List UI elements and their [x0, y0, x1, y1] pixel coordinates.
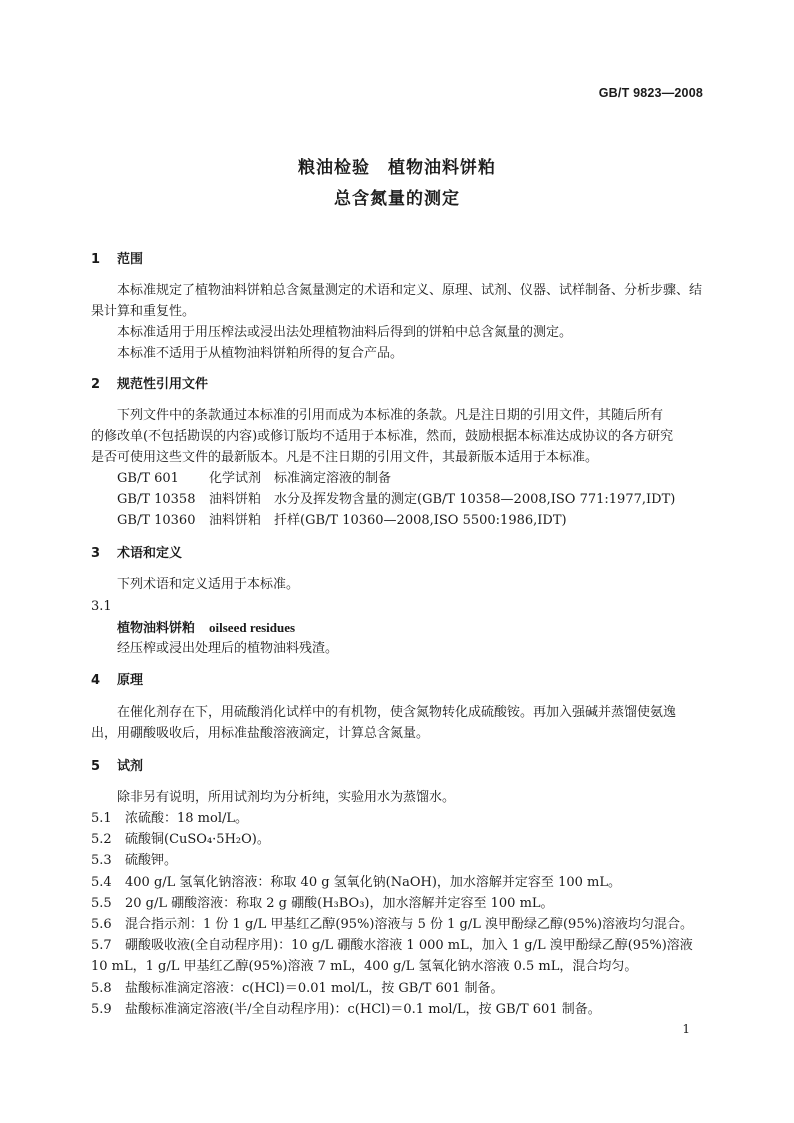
section-2-paragraph-cont2: 是否可使用这些文件的最新版本。凡是不注日期的引用文件，其最新版本适用于本标准。: [91, 450, 599, 465]
term-entry: 植物油料饼粕 oilseed residues: [117, 620, 296, 636]
section-2-heading: 2 规范性引用文件: [91, 377, 209, 392]
page-number: 1: [682, 1022, 690, 1036]
reagent-item: 5.1 浓硫酸：18 mol/L。: [91, 811, 248, 826]
reference-item: GB/T 10360 油料饼粕 扦样(GB/T 10360—2008,ISO 5500:1986,IDT): [117, 513, 567, 528]
section-3-paragraph: 下列术语和定义适用于本标准。: [117, 577, 300, 592]
reagent-item: 5.7 硼酸吸收液(全自动程序用)：10 g/L 硼酸水溶液 1 000 mL，加入 1 g/L 溴甲酚绿乙醇(95%)溶液: [91, 938, 693, 953]
section-5-paragraph: 除非另有说明，所用试剂均为分析纯，实验用水为蒸馏水。: [117, 790, 456, 805]
reagent-item: 5.3 硫酸钾。: [91, 853, 178, 868]
section-1-heading: 1 范围: [91, 252, 144, 267]
section-1-paragraph-cont: 果计算和重复性。: [91, 304, 196, 319]
section-2-paragraph: 下列文件中的条款通过本标准的引用而成为本标准的条款。凡是注日期的引用文件，其随后所有: [117, 408, 664, 423]
section-1-paragraph: 本标准规定了植物油料饼粕总含氮量测定的术语和定义、原理、试剂、仪器、试样制备、分析步骤、结: [117, 283, 703, 298]
reagent-item: 5.8 盐酸标准滴定溶液：c(HCl)＝0.01 mol/L，按 GB/T 601 制备。: [91, 981, 504, 996]
section-5-heading: 5 试剂: [91, 759, 144, 774]
document-title-line1: 粮油检验 植物油料饼粕: [298, 158, 496, 178]
section-1-paragraph-3: 本标准不适用于从植物油料饼粕所得的复合产品。: [117, 346, 404, 361]
section-4-paragraph-cont: 出，用硼酸吸收后，用标准盐酸溶液滴定，计算总含氮量。: [91, 726, 430, 741]
standard-number: GB/T 9823—2008: [598, 86, 703, 100]
reagent-item: 5.9 盐酸标准滴定溶液(半/全自动程序用)：c(HCl)＝0.1 mol/L，按 GB/T 601 制备。: [91, 1002, 601, 1017]
section-1-paragraph-2: 本标准适用于用压榨法或浸出法处理植物油料后得到的饼粕中总含氮量的测定。: [117, 325, 573, 340]
section-2-paragraph-cont: 的修改单(不包括勘误的内容)或修订版均不适用于本标准，然而，鼓励根据本标准达成协议的各方研究: [91, 429, 674, 444]
reagent-item: 5.4 400 g/L 氢氧化钠溶液：称取 40 g 氢氧化钠(NaOH)，加水溶解并定容至 100 mL。: [91, 875, 621, 890]
reference-item: GB/T 601 化学试剂 标准滴定溶液的制备: [117, 471, 392, 486]
reagent-item: 5.2 硫酸铜(CuSO₄·5H₂O)。: [91, 832, 270, 847]
reagent-item-cont: 10 mL，1 g/L 甲基红乙醇(95%)溶液 7 mL，400 g/L 氢氧化钠水溶液 0.5 mL，混合均匀。: [91, 959, 638, 974]
reagent-item: 5.5 20 g/L 硼酸溶液：称取 2 g 硼酸(H₃BO₃)，加水溶解并定容至 100 mL。: [91, 896, 554, 911]
document-title-line2: 总含氮量的测定: [334, 189, 460, 209]
section-3-heading: 3 术语和定义: [91, 546, 183, 561]
reference-item: GB/T 10358 油料饼粕 水分及挥发物含量的测定(GB/T 10358—2008,ISO 771:1977,IDT): [117, 492, 676, 507]
term-definition: 经压榨或浸出处理后的植物油料残渣。: [117, 641, 339, 656]
section-4-heading: 4 原理: [91, 673, 144, 688]
subsection-3-1-number: 3.1: [91, 599, 112, 614]
section-4-paragraph: 在催化剂存在下，用硫酸消化试样中的有机物，使含氮物转化成硫酸铵。再加入强碱并蒸馏使氨逸: [117, 705, 677, 720]
reagent-item: 5.6 混合指示剂：1 份 1 g/L 甲基红乙醇(95%)溶液与 5 份 1 g/L 溴甲酚绿乙醇(95%)溶液均匀混合。: [91, 917, 694, 932]
